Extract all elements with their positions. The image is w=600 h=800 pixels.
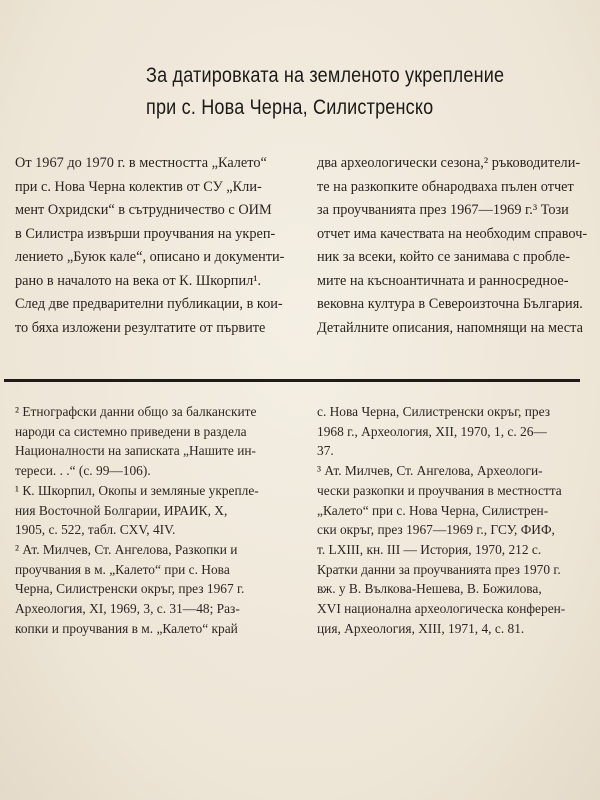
footnotes-column-right — [317, 402, 597, 638]
body-line: за проучванията през 1967—1969 г.³ Този — [317, 202, 569, 218]
article-title — [146, 60, 524, 124]
body-line: ник за всеки, който се занимава с пробле- — [317, 249, 571, 265]
body-line: то бяха изложени резултатите от първите — [15, 319, 266, 336]
body-line: мент Охридски“ в сътрудничество с ОИМ — [15, 202, 272, 218]
footnote-line: копки и проучвания в м. „Калето“ край — [15, 620, 238, 636]
footnote-line: ¹ К. Шкорпил, Окопы и земляные укрепле- — [15, 482, 259, 498]
footnote-line: 1905, с. 522, табл. CXV, 4IV. — [15, 522, 176, 538]
body-line: Детайлните описания, напомнящи на места — [317, 319, 583, 336]
body-line: те на разкопките обнародваха пълен отчет — [317, 178, 574, 195]
footnote-line: ² Ат. Милчев, Ст. Ангелова, Разкопки и — [15, 541, 238, 557]
footnotes-column-left — [15, 402, 295, 638]
footnote-line: проучвания в м. „Калето“ при с. Нова — [15, 561, 230, 577]
footnote-line: 37. — [317, 443, 334, 459]
body-line: мите на късноантичната и ранносредное- — [317, 272, 569, 289]
footnote-line: ция, Археология, XIII, 1971, 4, с. 81. — [317, 620, 525, 636]
footnote-line: ³ Ат. Милчев, Ст. Ангелова, Археологи- — [317, 463, 543, 479]
footnote-line: ски окръг, през 1967—1969 г., ГСУ, ФИФ, — [317, 522, 555, 538]
footnote-line: чески разкопки и проучвания в местността — [317, 482, 562, 498]
footnote-line: Археология, XI, 1969, 3, с. 31—48; Раз- — [15, 601, 240, 617]
body-line: вековна култура в Североизточна България. — [317, 296, 583, 312]
footnote-line: XVI национална археологическа конферен- — [317, 601, 566, 617]
footnote-line: т. LXIII, кн. III — История, 1970, 212 с. — [317, 541, 542, 557]
body-line: в Силистра извърши проучвания на укреп- — [15, 225, 276, 242]
body-line: лението „Буюк кале“, описано и документи- — [15, 249, 285, 265]
footnote-line: вж. у В. Вълкова-Нешева, В. Божилова, — [317, 581, 542, 597]
footnote-line: тереси. . .“ (с. 99—106). — [15, 463, 151, 479]
article-title-line-2: при с. Нова Черна, Силистренско — [146, 96, 434, 119]
body-line: отчет има качествата на необходим справоч- — [317, 225, 588, 242]
body-line: От 1967 до 1970 г. в местността „Калето“ — [15, 155, 267, 171]
footnote-line: „Калето“ при с. Нова Черна, Силистрен- — [317, 502, 549, 518]
body-line: при с. Нова Черна колектив от СУ „Кли- — [15, 178, 262, 195]
footnote-divider — [4, 379, 580, 382]
body-line: След две предварителни публикации, в кои- — [15, 296, 283, 312]
footnote-line: Кратки данни за проучванията през 1970 г. — [317, 561, 561, 577]
footnote-line: Черна, Силистренски окръг, през 1967 г. — [15, 581, 245, 597]
article-title-line-1: За датировката на земленото укрепление — [146, 64, 505, 87]
body-line: рано в началото на века от К. Шкорпил¹. — [15, 272, 262, 289]
footnote-line: 1968 г., Археология, XII, 1970, 1, с. 26— — [317, 423, 547, 439]
body-column-left — [15, 152, 295, 340]
footnote-line: народи са системно приведени в раздела — [15, 423, 247, 439]
footnote-line: ² Етнографски данни общо за балканските — [15, 404, 257, 419]
footnote-line: с. Нова Черна, Силистренски окръг, през — [317, 404, 551, 419]
body-column-right — [317, 152, 597, 340]
footnote-line: Националности на записката „Нашите ин- — [15, 443, 257, 459]
footnote-line: ния Восточной Болгарии, ИРАИК, X, — [15, 502, 228, 518]
body-line: два археологически сезона,² ръководители- — [317, 155, 581, 171]
